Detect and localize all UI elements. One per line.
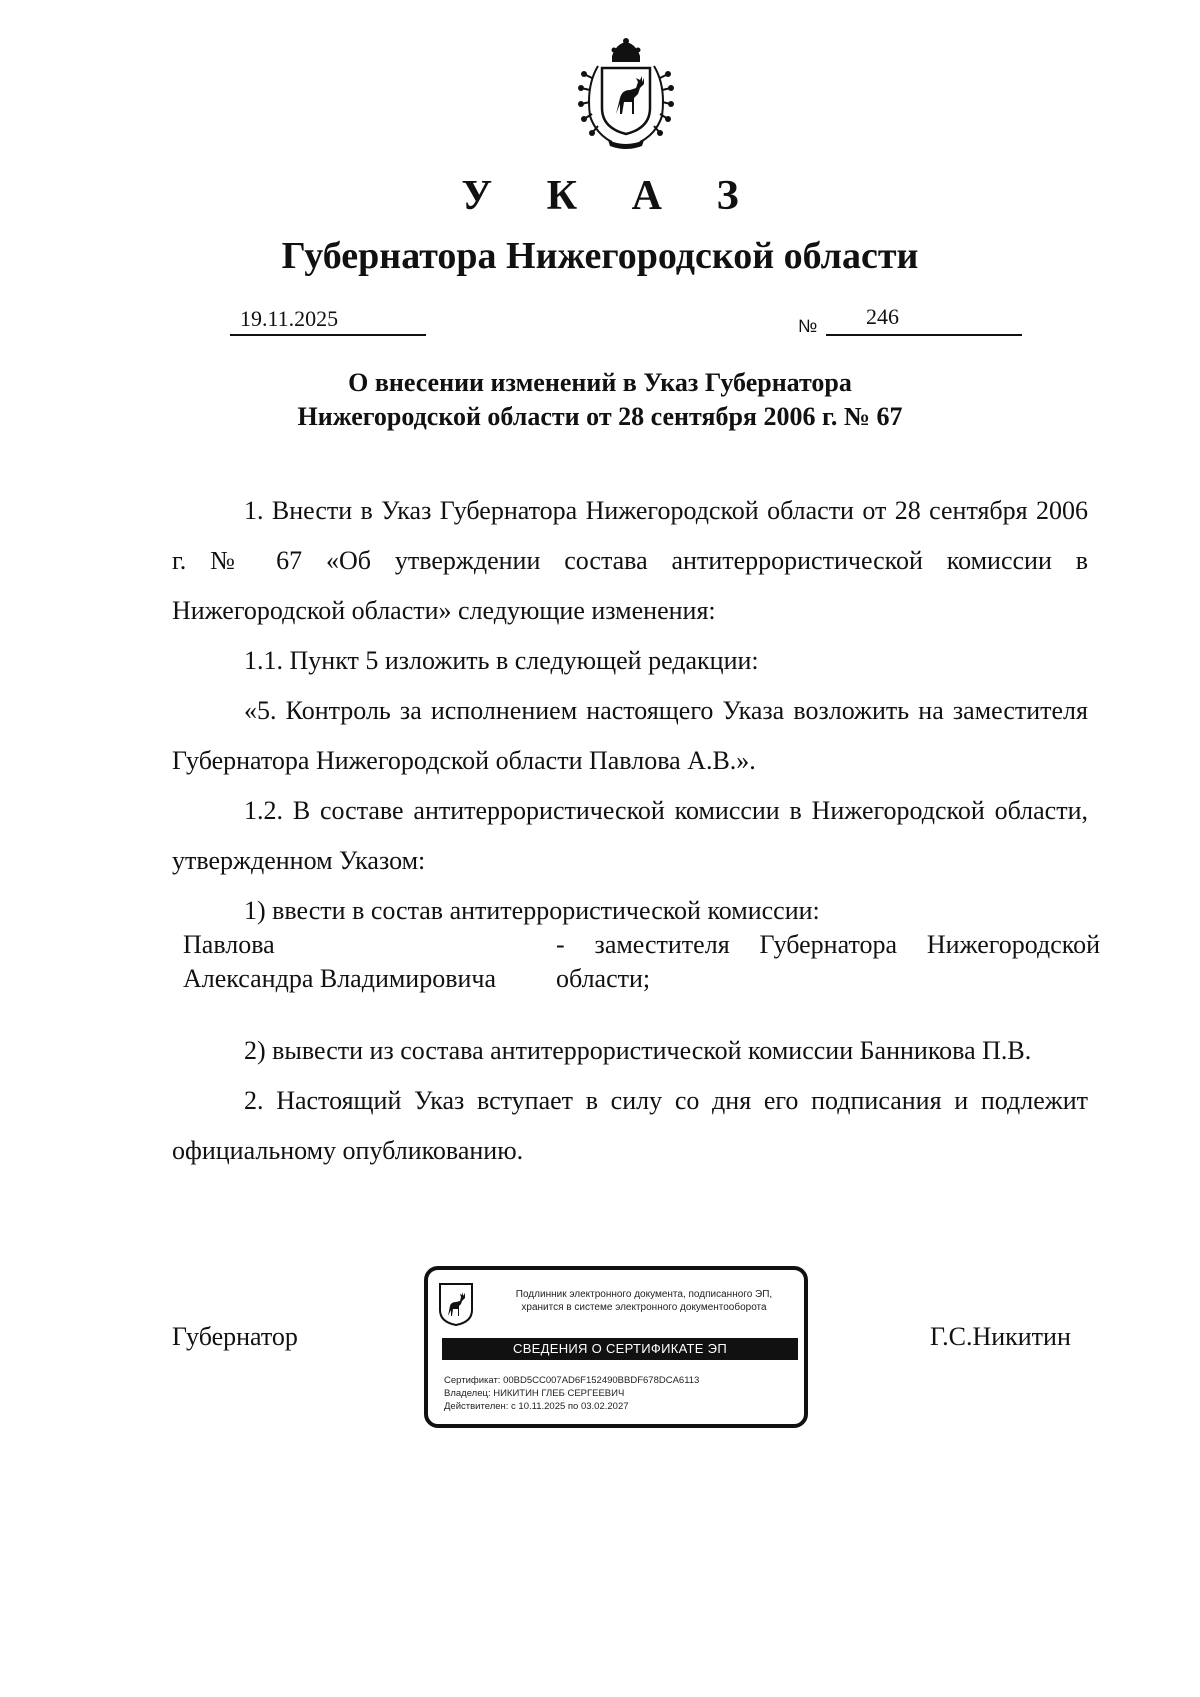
person-name-block [183,928,496,996]
signatory-name: Г.С.Никитин [930,1322,1071,1351]
certificate-id: Сертификат: 00BD5CC007AD6F152490BBDF678DCA6113 [444,1375,700,1386]
paragraph-1-1: 1.1. Пункт 5 изложить в следующей редакции: [244,646,759,675]
person-surname: Павлова [183,930,275,959]
number-sign: № [798,316,818,336]
stamp-emblem-icon [438,1282,474,1326]
stamp-certificate-header: СВЕДЕНИЯ О СЕРТИФИКАТЕ ЭП [442,1338,798,1360]
certificate-owner: Владелец: НИКИТИН ГЛЕБ СЕРГЕЕВИЧ [444,1388,625,1399]
person-role [556,928,1100,996]
document-body-part-2 [172,1026,1088,1176]
coat-of-arms-emblem [572,38,680,150]
document-type-title: У К А З [461,173,761,219]
paragraph-1: 1. Внести в Указ Губернатора Нижегородской области от 28 сентября 2006 г. № 67 «Об утверждении состава антитеррористической комиссии в Нижегородской области» следующие изменения: [172,496,1088,625]
certificate-validity: Действителен: с 10.11.2025 по 03.02.2027 [444,1401,629,1412]
document-date: 19.11.2025 [240,306,339,331]
stamp-certificate-details [444,1374,699,1413]
paragraph-1-1-text: «5. Контроль за исполнением настоящего Указа возложить на заместителя Губернатора Нижегородской области Павлова А.В.». [172,696,1088,775]
subject-line-2: Нижегородской области от 28 сентября 2006 г. № 67 [297,402,903,431]
subject-line-1: О внесении изменений в Указ Губернатора [348,368,852,397]
paragraph-1-2-1: 1) ввести в состав антитеррористической комиссии: [244,896,820,925]
paragraph-1-2-2: 2) вывести из состава антитеррористической комиссии Банникова П.В. [244,1036,1032,1065]
paragraph-1-2: 1.2. В составе антитеррористической комиссии в Нижегородской области, утвержденном Указом: [172,796,1088,875]
person-given-name: Александра Владимировича [183,964,497,993]
document-number-field [826,306,1022,336]
document-date-field [230,306,426,336]
paragraph-2: 2. Настоящий Указ вступает в силу со дня его подписания и подлежит официальному опубликованию. [172,1086,1088,1165]
signatory-position: Губернатор [172,1322,298,1351]
stamp-notice-line-1: Подлинник электронного документа, подписанного ЭП, [515,1289,773,1300]
document-number: 246 [866,304,899,329]
document-body-part-1 [172,486,1088,936]
document-subject [0,366,1200,434]
issuer-title: Губернатора Нижегородской области [281,235,919,277]
stamp-notice [484,1288,804,1314]
person-role-text: - заместителя Губернатора Нижегородской области; [556,930,1100,993]
stamp-notice-line-2: хранится в системе электронного документооборота [521,1302,767,1313]
electronic-signature-stamp [424,1266,808,1428]
